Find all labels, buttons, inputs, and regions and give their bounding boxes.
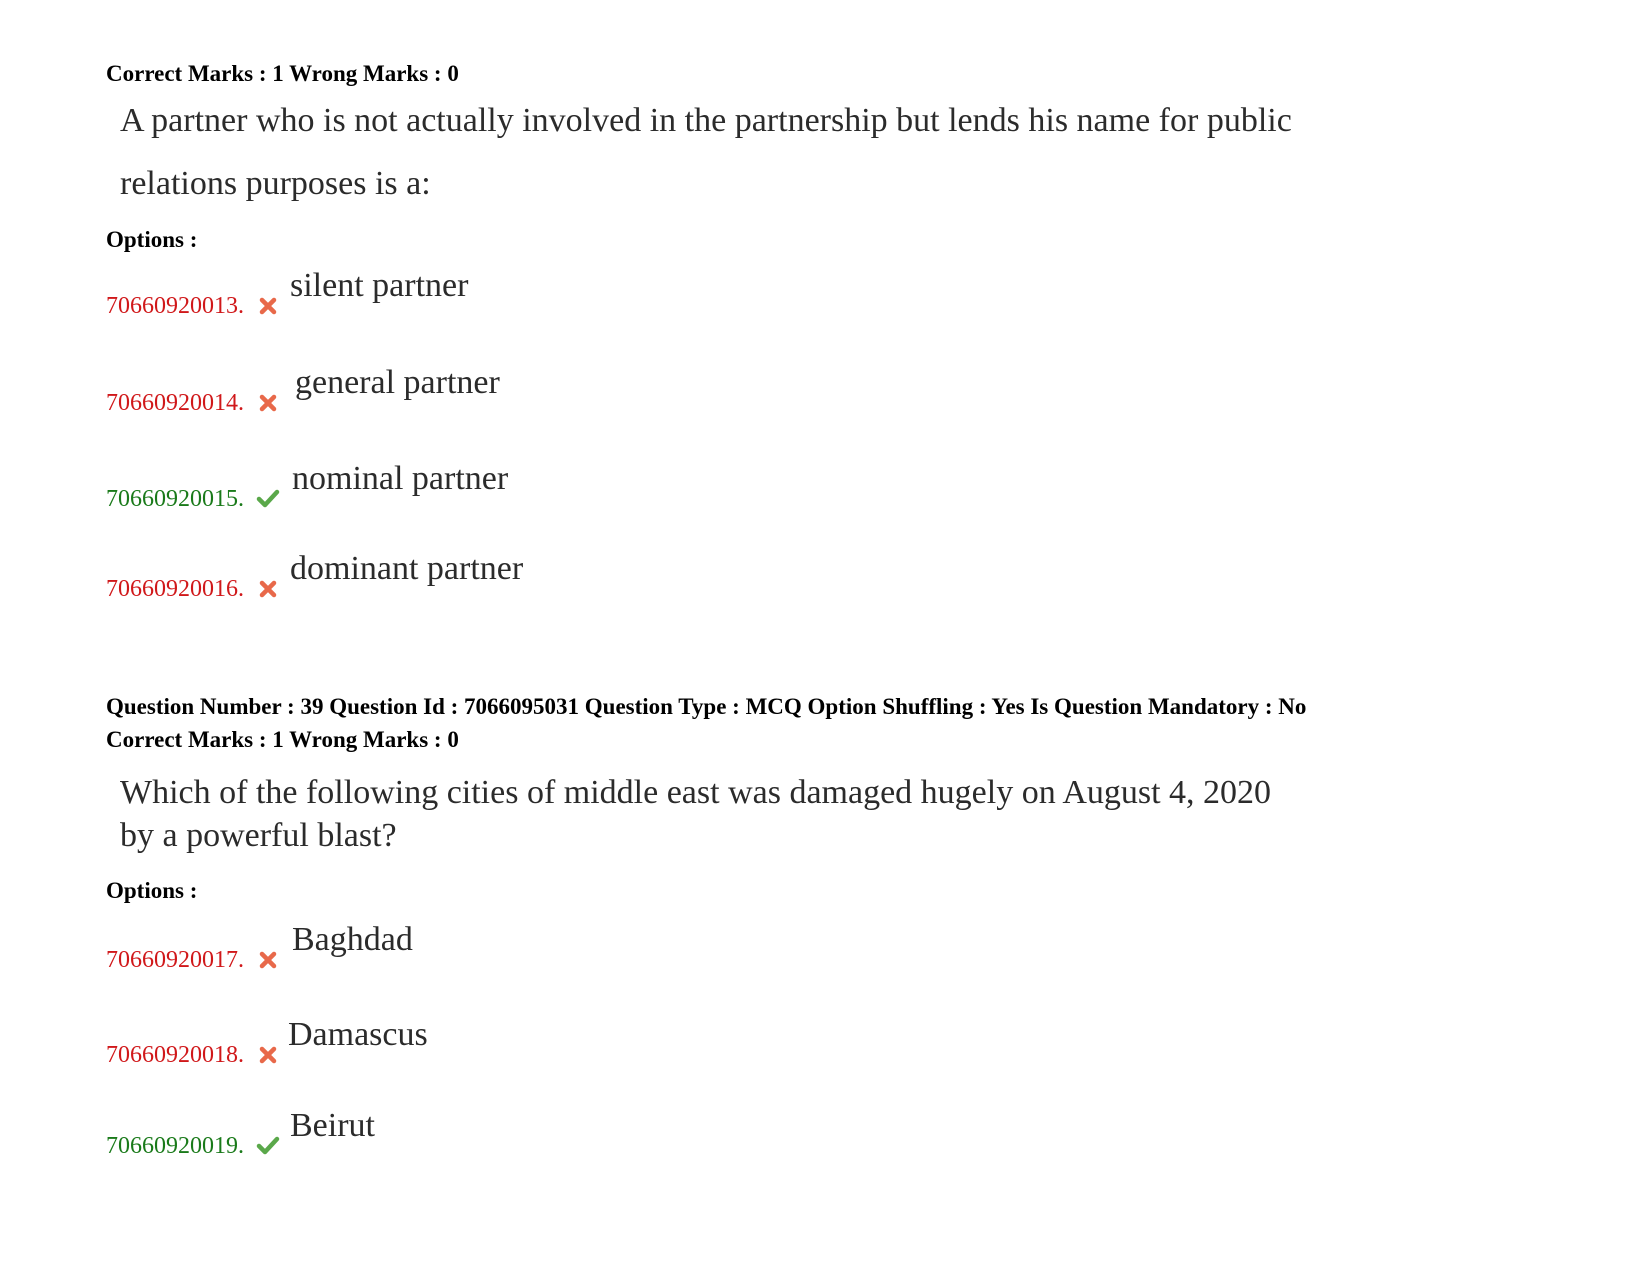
question-2-line-2: by a powerful blast?	[120, 817, 397, 854]
cross-icon	[258, 950, 278, 970]
marks-line-1: Correct Marks : 1 Wrong Marks : 0	[106, 61, 459, 86]
question-1-line-1: A partner who is not actually involved in the partnership but lends his name for public	[120, 102, 1292, 139]
option-text: silent partner	[290, 267, 469, 304]
question-1-line-2: relations purposes is a:	[120, 165, 431, 202]
options-label-2: Options :	[106, 878, 198, 903]
option-row	[106, 1009, 806, 1069]
option-row	[106, 914, 806, 974]
option-text: Baghdad	[292, 921, 413, 958]
marks-line-2: Correct Marks : 1 Wrong Marks : 0	[106, 727, 459, 752]
option-id: 70660920014.	[106, 390, 244, 416]
option-id: 70660920016.	[106, 576, 244, 602]
option-id: 70660920015.	[106, 486, 244, 512]
option-text: Damascus	[288, 1016, 428, 1053]
options-label-1: Options :	[106, 227, 198, 252]
option-text: nominal partner	[292, 460, 509, 497]
option-row	[106, 1100, 806, 1160]
option-row	[106, 543, 806, 603]
option-id: 70660920017.	[106, 947, 244, 973]
option-text: Beirut	[290, 1107, 375, 1144]
option-id: 70660920019.	[106, 1133, 244, 1159]
option-text: dominant partner	[290, 550, 524, 587]
question-2-line-1: Which of the following cities of middle east was damaged hugely on August 4, 2020	[120, 774, 1272, 811]
cross-icon	[258, 1045, 278, 1065]
option-id: 70660920018.	[106, 1042, 244, 1068]
option-row	[106, 453, 806, 513]
question-header-39: Question Number : 39 Question Id : 7066095031 Question Type : MCQ Option Shuffling : Yes Is Question Mandatory : No	[106, 694, 1307, 719]
option-id: 70660920013.	[106, 293, 244, 319]
check-icon	[256, 489, 280, 509]
option-text: general partner	[295, 364, 500, 401]
check-icon	[256, 1136, 280, 1156]
cross-icon	[258, 579, 278, 599]
option-row	[106, 260, 806, 320]
option-row	[106, 357, 806, 417]
cross-icon	[258, 296, 278, 316]
cross-icon	[258, 393, 278, 413]
